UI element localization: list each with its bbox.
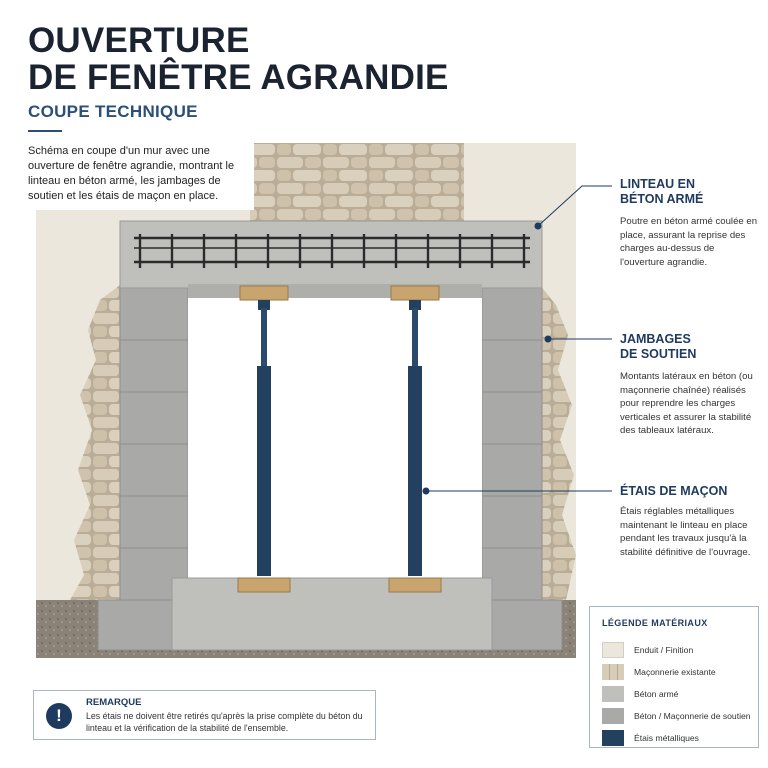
callout-lintel-text: Poutre en béton armé coulée en place, assurant la reprise des charges au-dessus de l'ouverture agrandie. (620, 216, 758, 268)
legend-item (602, 729, 699, 747)
note-box (33, 690, 376, 740)
legend-label: Béton armé (634, 689, 679, 699)
legend-label: Maçonnerie existante (634, 667, 716, 677)
masonry-top (250, 143, 464, 221)
warning-icon: ! (46, 703, 72, 729)
callout-jambs-title (620, 332, 760, 362)
callout-jambs-title-2: DE SOUTIEN (620, 347, 697, 361)
callout-jambs-title-1: JAMBAGES (620, 332, 691, 346)
subtitle: COUPE TECHNIQUE (28, 102, 198, 121)
note-text: Les étais ne doivent être retirés qu'après la prise complète du béton du linteau et la vérification de la stabilité de l'ensemble. (86, 711, 363, 733)
legend-swatch-plaster (602, 642, 624, 658)
materials-legend (589, 606, 759, 748)
legend-item (602, 663, 716, 681)
callout-props-title-1: ÉTAIS DE MAÇON (620, 484, 728, 498)
sill (172, 578, 492, 650)
callout-lintel-title (620, 177, 760, 207)
legend-swatch-concrete (602, 686, 624, 702)
legend-item (602, 641, 693, 659)
callout-lintel-title-2: BÉTON ARMÉ (620, 192, 704, 206)
callout-jambs (620, 332, 760, 438)
legend-label: Étais métalliques (634, 733, 699, 743)
intro-text: Schéma en coupe d'un mur avec une ouverture de fenêtre agrandie, montrant le linteau en béton armé, les jambages de soutien et les étais de maçon en place. (28, 145, 235, 202)
note-title: REMARQUE (86, 697, 142, 708)
legend-item (602, 685, 678, 703)
legend-swatch-support (602, 708, 624, 724)
title-line-1: OUVERTURE (28, 21, 250, 60)
callout-jambs-text: Montants latéraux en béton (ou maçonnerie chaînée) réalisés pour reprendre les charges verticales et assurer la stabilité des tableaux latéraux. (620, 371, 753, 436)
legend-swatch-masonry (602, 664, 624, 680)
legend-label: Béton / Maçonnerie de soutien (634, 711, 751, 721)
callout-props-title (620, 484, 760, 499)
legend-item (602, 707, 751, 725)
callout-lintel (620, 177, 760, 269)
callout-props (620, 484, 760, 559)
legend-title: LÉGENDE MATÉRIAUX (602, 618, 708, 628)
legend-label: Enduit / Finition (634, 645, 694, 655)
title-line-2: DE FENÊTRE AGRANDIE (28, 58, 449, 97)
callout-props-text: Étais réglables métalliques maintenant le linteau en place pendant les travaux jusqu'à la stabilité définitive de l'ouvrage. (620, 506, 751, 558)
callout-lintel-title-1: LINTEAU EN (620, 177, 695, 191)
window-opening (188, 298, 482, 578)
legend-swatch-steel (602, 730, 624, 746)
